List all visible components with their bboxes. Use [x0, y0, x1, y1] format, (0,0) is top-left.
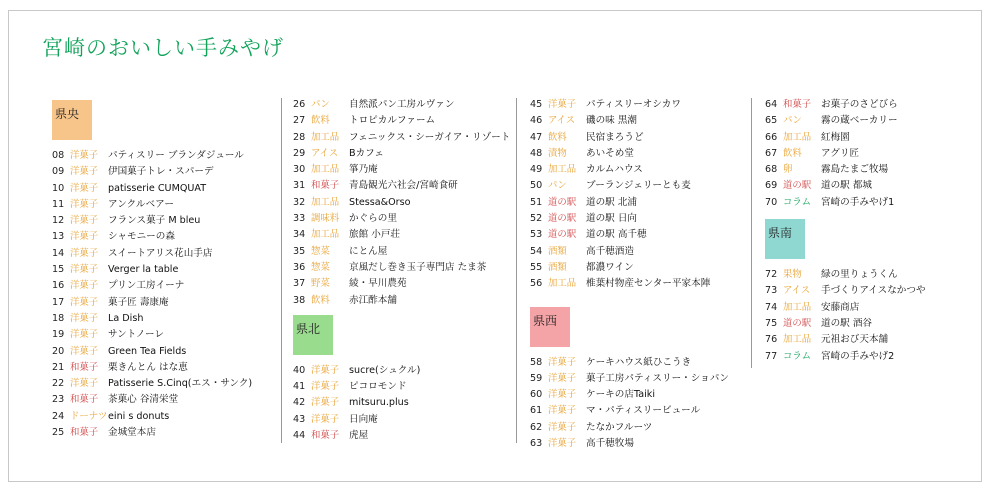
item-name: La Dish [108, 312, 144, 324]
item-name: 宮崎の手みやげ2 [821, 350, 895, 362]
item-name: patisserie CUMQUAT [108, 182, 207, 194]
list-item [765, 113, 926, 129]
item-name: 霧の蔵ベーカリー [821, 115, 898, 127]
list-item [52, 197, 252, 213]
item-category: 洋菓子 [70, 264, 99, 276]
item-number: 19 [52, 329, 65, 341]
list-item [52, 392, 252, 408]
item-category: 飲料 [311, 294, 330, 306]
item-number: 08 [52, 150, 65, 161]
item-number: 13 [52, 231, 65, 243]
list-item [52, 229, 252, 245]
item-name: 道の駅 高千穂 [586, 229, 647, 241]
list-item [765, 146, 926, 162]
item-name: フェニックス・シーガイア・リゾート [349, 131, 511, 143]
item-number: 17 [52, 296, 65, 308]
item-name: 霧島たまご牧場 [821, 164, 889, 176]
item-category: 和菓子 [70, 361, 99, 373]
list-item [293, 113, 510, 129]
item-number: 77 [765, 350, 778, 362]
list-item [293, 227, 510, 243]
list-item [293, 412, 510, 428]
list-item [765, 332, 926, 348]
list-item [52, 409, 252, 425]
item-number: 26 [293, 99, 306, 110]
item-number: 41 [293, 381, 306, 393]
list-item [530, 97, 729, 113]
item-category: 和菓子 [70, 427, 99, 439]
list-item [293, 195, 510, 211]
item-category: 和菓子 [783, 99, 812, 110]
item-name: 旅館 小戸荘 [349, 229, 401, 241]
item-name: ブーランジェリーとも麦 [586, 180, 691, 192]
item-name: マ・パティスリービュール [586, 405, 701, 417]
item-category: 果物 [783, 269, 802, 281]
item-number: 38 [293, 294, 306, 306]
column-divider [516, 98, 517, 443]
item-name: 道の駅 酒谷 [821, 317, 873, 329]
item-category: 洋菓子 [70, 329, 99, 341]
list-item [293, 97, 510, 113]
item-number: 45 [530, 99, 543, 110]
item-category: 洋菓子 [70, 247, 99, 259]
item-number: 46 [530, 115, 543, 127]
item-name: 菓子匠 壽康庵 [108, 296, 169, 308]
item-number: 15 [52, 264, 65, 276]
item-category: 惣菜 [311, 261, 330, 273]
item-category: 道の駅 [783, 317, 812, 329]
item-number: 48 [530, 147, 543, 159]
item-category: 飲料 [783, 147, 802, 159]
item-name: かぐらの里 [349, 213, 397, 225]
item-name: 元祖おび天本舗 [821, 334, 889, 346]
item-number: 76 [765, 334, 778, 346]
item-name: フランス菓子 M bleu [108, 215, 201, 227]
item-category: 加工品 [783, 131, 812, 143]
item-name: ケーキハウス紙ひこうき [586, 356, 692, 368]
list-item [530, 227, 729, 243]
item-number: 23 [52, 394, 65, 406]
list-item [530, 276, 729, 292]
item-number: 22 [52, 378, 65, 390]
list-item [293, 428, 510, 444]
item-number: 66 [765, 131, 778, 143]
item-number: 18 [52, 312, 65, 324]
item-category: 洋菓子 [548, 99, 577, 110]
list-item [530, 162, 729, 178]
item-name: mitsuru.plus [349, 397, 409, 409]
item-category: 洋菓子 [548, 421, 577, 433]
item-category: 洋菓子 [70, 166, 99, 178]
list-item [52, 181, 252, 197]
item-name: アグリ匠 [821, 147, 860, 159]
item-category: 加工品 [311, 196, 340, 208]
item-name: Bカフェ [349, 147, 384, 159]
item-name: 綾・早川農苑 [349, 278, 407, 290]
list-item [530, 403, 729, 419]
item-category: 洋菓子 [70, 312, 99, 324]
item-category: 道の駅 [548, 229, 577, 241]
item-number: 12 [52, 215, 65, 227]
item-category: 洋菓子 [548, 356, 577, 368]
item-number: 30 [293, 164, 306, 176]
item-number: 40 [293, 364, 306, 376]
item-category: ドーナツ [70, 410, 108, 422]
item-name: 青島観光六社会/宮崎食研 [349, 180, 458, 192]
item-name: Verger la table [108, 264, 179, 276]
page-title: 宮崎のおいしい手みやげ [42, 36, 284, 60]
list-item [52, 344, 252, 360]
item-category: パン [311, 99, 330, 110]
item-category: パン [783, 115, 802, 127]
item-name: 安藤商店 [821, 301, 860, 313]
item-number: 68 [765, 164, 778, 176]
item-category: 洋菓子 [548, 405, 577, 417]
list-item [293, 130, 510, 146]
list-item [765, 195, 926, 211]
item-category: アイス [783, 285, 811, 297]
list-item [52, 295, 252, 311]
list-item [52, 311, 252, 327]
list-item [765, 283, 926, 299]
item-number: 50 [530, 180, 543, 192]
item-name: お菓子のさどびら [821, 99, 898, 110]
item-category: 洋菓子 [311, 397, 340, 409]
list-item [293, 211, 510, 227]
item-name: Stessa&Orso [349, 196, 411, 208]
item-category: 洋菓子 [548, 372, 577, 384]
item-number: 10 [52, 182, 65, 194]
item-name: 茶菓心 谷清栄堂 [108, 394, 179, 406]
item-category: 洋菓子 [70, 182, 99, 194]
list-item [293, 379, 510, 395]
item-name: たなかフルーツ [586, 421, 653, 433]
item-category: 洋菓子 [70, 296, 99, 308]
item-name: パティスリー ブランダジュール [108, 150, 244, 161]
list-item [52, 164, 252, 180]
item-number: 25 [52, 427, 65, 439]
list-item [765, 267, 926, 283]
item-name: 都濃ワイン [586, 261, 634, 273]
item-number: 28 [293, 131, 306, 143]
item-category: 道の駅 [548, 196, 577, 208]
item-number: 60 [530, 389, 543, 401]
item-name: 伊国菓子トレ・スパーデ [108, 166, 214, 178]
item-category: 洋菓子 [70, 150, 99, 161]
item-name: 虎屋 [349, 430, 369, 442]
item-name: 高千穂酒造 [586, 245, 634, 257]
list-item [293, 363, 510, 379]
item-number: 49 [530, 164, 543, 176]
column-divider [751, 98, 752, 368]
item-number: 16 [52, 280, 65, 292]
item-name: Green Tea Fields [108, 345, 187, 357]
item-number: 20 [52, 345, 65, 357]
item-number: 47 [530, 131, 543, 143]
list-column-4 [765, 97, 926, 365]
item-number: 58 [530, 356, 543, 368]
item-name: カルムハウス [586, 164, 643, 176]
item-category: 加工品 [548, 278, 577, 290]
item-number: 44 [293, 430, 306, 442]
item-category: コラム [783, 350, 812, 362]
item-category: 和菓子 [311, 430, 340, 442]
item-number: 36 [293, 261, 306, 273]
item-number: 32 [293, 196, 306, 208]
list-item [530, 260, 729, 276]
item-category: 和菓子 [70, 394, 99, 406]
item-category: 加工品 [311, 131, 340, 143]
item-number: 73 [765, 285, 778, 297]
item-number: 14 [52, 247, 65, 259]
item-number: 51 [530, 196, 543, 208]
list-item [52, 327, 252, 343]
item-category: 洋菓子 [70, 215, 99, 227]
item-number: 24 [52, 410, 65, 422]
item-name: あいそめ堂 [586, 147, 634, 159]
item-category: 野菜 [311, 278, 330, 290]
item-number: 54 [530, 245, 543, 257]
item-category: 加工品 [783, 334, 812, 346]
item-name: トロピカルファーム [349, 115, 436, 127]
item-category: 洋菓子 [70, 280, 99, 292]
list-item [530, 130, 729, 146]
item-number: 37 [293, 278, 306, 290]
list-item [765, 316, 926, 332]
item-name: 道の駅 都城 [821, 180, 873, 192]
item-name: ピコロモンド [349, 381, 407, 393]
list-item [765, 130, 926, 146]
item-name: 箏乃庵 [349, 164, 378, 176]
list-column-1 [52, 100, 252, 441]
item-category: アイス [548, 115, 576, 127]
item-number: 11 [52, 198, 65, 210]
item-category: 洋菓子 [311, 364, 340, 376]
item-category: 漬物 [548, 147, 567, 159]
item-name: 手づくりアイスなかつや [821, 285, 926, 297]
item-category: 酒類 [548, 245, 567, 257]
list-item [530, 420, 729, 436]
item-name: 磯の味 黒潮 [586, 115, 638, 127]
item-number: 74 [765, 301, 778, 313]
item-name: eini s donuts [108, 410, 170, 422]
item-name: プリン工房イーナ [108, 280, 185, 292]
item-name: 高千穂牧場 [586, 438, 634, 450]
item-number: 09 [52, 166, 65, 178]
list-item [52, 262, 252, 278]
item-number: 65 [765, 115, 778, 127]
item-category: 酒類 [548, 261, 567, 273]
list-item [293, 260, 510, 276]
list-item [765, 178, 926, 194]
list-item [530, 387, 729, 403]
item-category: 卵 [783, 164, 793, 176]
item-number: 53 [530, 229, 543, 241]
item-name: にとん屋 [349, 245, 388, 257]
list-item [530, 146, 729, 162]
item-number: 29 [293, 147, 306, 159]
item-category: 洋菓子 [70, 345, 99, 357]
list-item [765, 349, 926, 365]
item-number: 43 [293, 413, 306, 425]
item-name: 自然派パン工房ルヴァン [349, 99, 455, 110]
item-number: 33 [293, 213, 306, 225]
item-category: アイス [311, 147, 339, 159]
list-item [530, 195, 729, 211]
item-name: 日向庵 [349, 413, 378, 425]
item-name: シャモニーの森 [108, 231, 175, 243]
list-item [52, 246, 252, 262]
region-label: 県央 [52, 100, 92, 140]
list-item [293, 395, 510, 411]
item-category: 洋菓子 [70, 198, 99, 210]
list-item [530, 436, 729, 452]
list-item [530, 371, 729, 387]
item-number: 69 [765, 180, 778, 192]
item-number: 62 [530, 421, 543, 433]
list-item [530, 211, 729, 227]
column-divider [281, 98, 282, 443]
item-name: 椎葉村物産センター平家本陣 [586, 278, 711, 290]
item-name: スイートアリス花山手店 [108, 247, 213, 259]
item-name: 菓子工房パティスリー・ショパン [586, 372, 729, 384]
item-category: 洋菓子 [70, 378, 99, 390]
item-name: 道の駅 日向 [586, 213, 638, 225]
list-item [52, 278, 252, 294]
item-number: 67 [765, 147, 778, 159]
item-category: 道の駅 [783, 180, 812, 192]
item-number: 55 [530, 261, 543, 273]
item-name: 紅梅園 [821, 131, 850, 143]
item-category: 惣菜 [311, 245, 330, 257]
item-number: 59 [530, 372, 543, 384]
item-category: 飲料 [311, 115, 330, 127]
item-number: 21 [52, 361, 65, 373]
list-item [52, 213, 252, 229]
item-number: 72 [765, 269, 778, 281]
item-name: 赤江酢本舗 [349, 294, 397, 306]
item-category: 飲料 [548, 131, 567, 143]
list-item [293, 293, 510, 309]
list-item [530, 244, 729, 260]
item-category: 和菓子 [311, 180, 340, 192]
item-name: パティスリーオシカワ [586, 99, 681, 110]
item-category: 洋菓子 [311, 413, 340, 425]
region-label: 県南 [765, 219, 805, 259]
item-category: 道の駅 [548, 213, 577, 225]
list-item [52, 376, 252, 392]
item-number: 75 [765, 317, 778, 329]
item-number: 63 [530, 438, 543, 450]
item-name: アンクルベアー [108, 198, 175, 210]
list-item [52, 148, 252, 164]
item-category: 加工品 [311, 164, 340, 176]
list-item [765, 97, 926, 113]
list-item [293, 146, 510, 162]
item-name: 京風だし巻き玉子専門店 たま茶 [349, 261, 487, 273]
item-name: ケーキの店Taiki [586, 389, 656, 401]
list-item [52, 360, 252, 376]
list-item [530, 178, 729, 194]
item-category: コラム [783, 196, 812, 208]
item-category: 洋菓子 [70, 231, 99, 243]
item-name: 緑の里りょうくん [821, 269, 898, 281]
item-number: 64 [765, 99, 778, 110]
item-category: 加工品 [783, 301, 812, 313]
item-category: 加工品 [311, 229, 340, 241]
item-category: 洋菓子 [548, 389, 577, 401]
region-label: 県西 [530, 307, 570, 347]
list-item [293, 178, 510, 194]
list-item [765, 300, 926, 316]
item-number: 52 [530, 213, 543, 225]
list-column-3 [530, 97, 729, 452]
item-name: sucre(シュクル) [349, 364, 421, 376]
list-item [765, 162, 926, 178]
item-name: サントノーレ [108, 329, 165, 341]
item-category: 加工品 [548, 164, 577, 176]
item-name: 道の駅 北浦 [586, 196, 638, 208]
item-number: 34 [293, 229, 306, 241]
item-number: 42 [293, 397, 306, 409]
item-name: Patisserie S.Cinq(エス・サンク) [108, 378, 253, 390]
list-item [52, 425, 252, 441]
item-name: 民宿まろうど [586, 131, 644, 143]
list-item [293, 276, 510, 292]
item-number: 27 [293, 115, 306, 127]
list-item [530, 113, 729, 129]
item-name: 宮崎の手みやげ1 [821, 196, 895, 208]
item-number: 61 [530, 405, 543, 417]
item-number: 70 [765, 196, 778, 208]
item-number: 31 [293, 180, 306, 192]
list-item [293, 244, 510, 260]
item-category: 調味料 [311, 213, 340, 225]
item-name: 栗きんとん はな恵 [108, 361, 188, 373]
item-category: 洋菓子 [311, 381, 340, 393]
region-label: 県北 [293, 315, 333, 355]
list-item [530, 355, 729, 371]
item-name: 金城堂本店 [108, 427, 156, 439]
item-category: パン [548, 180, 567, 192]
list-column-2 [293, 97, 510, 444]
item-number: 56 [530, 278, 543, 290]
item-category: 洋菓子 [548, 438, 577, 450]
item-number: 35 [293, 245, 306, 257]
list-item [293, 162, 510, 178]
